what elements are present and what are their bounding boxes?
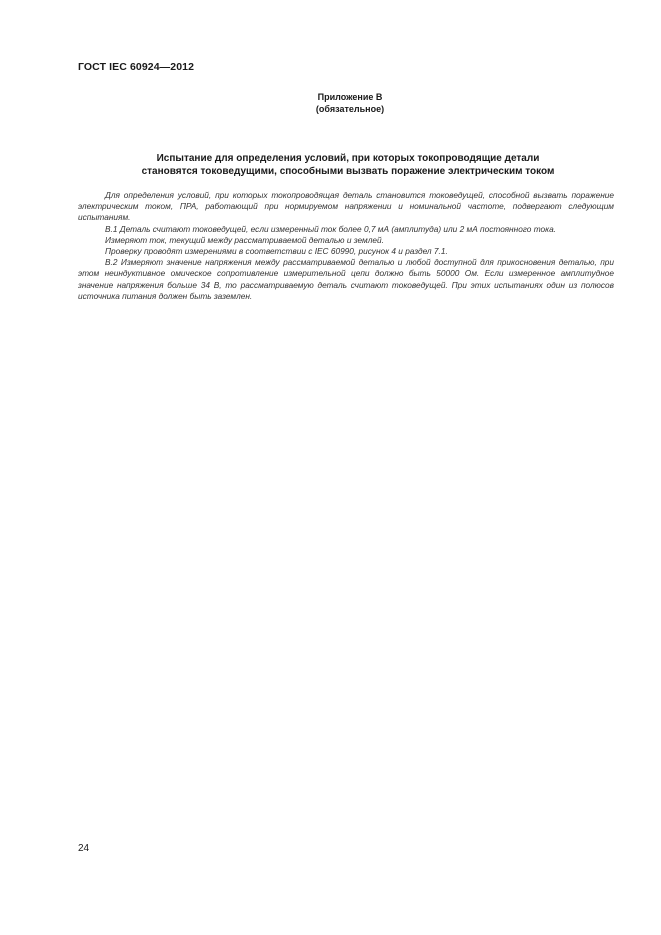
- annex-status: (обязательное): [315, 104, 385, 114]
- page-number: 24: [78, 843, 90, 854]
- section-title-line-1: Испытание для определения условий, при которых токопроводящие детали: [156, 153, 540, 164]
- paragraph-b1-measure: Измеряют ток, текущий между рассматриваемой деталью и землей.: [105, 234, 384, 245]
- annex-title: Приложение В: [317, 92, 383, 102]
- document-header: ГОСТ IEC 60924—2012: [78, 61, 195, 73]
- body-text: [78, 190, 614, 302]
- section-title-line-2: становятся токоведущими, способными вызвать поражение электрическим током: [141, 166, 555, 177]
- paragraph-intro: Для определения условий, при которых токопроводящая деталь становится токоведущей, способной вызвать поражение электрическим током, ПРА, работающий при нормируемом напряжении и номинальной частоте, подвергают следующим испытаниям.: [78, 190, 614, 223]
- paragraph-b1-check: Проверку проводят измерениями в соответствии с IEC 60990, рисунок 4 и раздел 7.1.: [105, 246, 448, 257]
- annex-heading: [280, 91, 420, 115]
- paragraph-b2: В.2 Измеряют значение напряжения между рассматриваемой деталью и любой доступной для прикосновения деталью, при этом неиндуктивное омическое сопротивление измерительной цепи должно быть 50000 Ом. Если измеренное амплитудное значение напряжения больше 34 В, то рассматриваемую деталь считают токоведущей. При этих испытаниях один из полюсов источника питания должен быть заземлен.: [78, 257, 614, 301]
- paragraph-b1: В.1 Деталь считают токоведущей, если измеренный ток более 0,7 мА (амплитуда) или 2 мА постоянного тока.: [105, 223, 556, 234]
- section-title: [78, 152, 618, 178]
